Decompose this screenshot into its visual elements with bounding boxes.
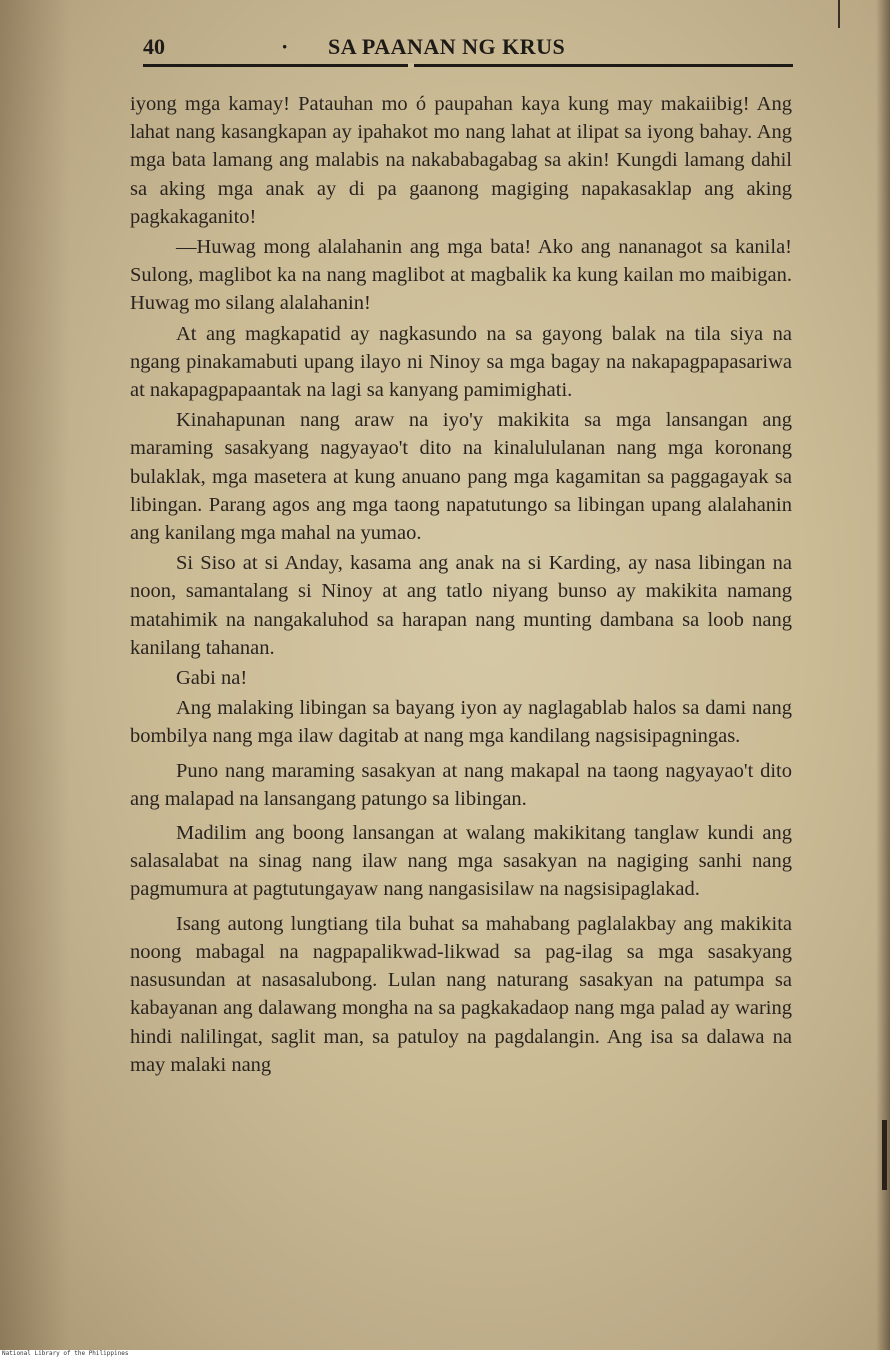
paragraph: At ang magkapatid ay nagkasundo na sa gayong balak na tila siya na ngang pinakamabuti upang ilayo ni Ninoy sa mga bagay na nakapagpapasariwa at nakapagpapaantak na lagi sa kanyang pamimighati. [130, 322, 792, 402]
paragraph: Ang malaking libingan sa bayang iyon ay naglagablab halos sa dami nang bombilya nang mga ilaw dagitab at nang mga kandilang nagsisipagningas. [130, 697, 792, 748]
page-number: 40 [143, 34, 165, 59]
paragraph: iyong mga kamay! Patauhan mo ó paupahan kaya kung may makaiibig! Ang lahat nang kasangkapan ay ipahakot mo nang lahat at ilipat sa iyong bahay. Ang mga bata lamang ang malabis na nakababagabag sa akin! Kungdi lamang dahil sa aking mga anak ay di pa gaanong magiging napakasaklap ang aking pagkakaganito! [130, 93, 792, 228]
header-rule-gap [408, 63, 414, 68]
running-title: SA PAANAN NG KRUS [328, 34, 566, 59]
paragraph: Madilim ang boong lansangan at walang makikitang tanglaw kundi ang salasalabat na sinag nang ilaw nang mga sasakyan na nagiging sanhi nang pagmumura at pagtutungayaw nang nangasisilaw na nagsisipaglakad. [130, 822, 792, 901]
paragraph: Isang autong lungtiang tila buhat sa mahabang paglalakbay ang makikita noong mabagal na nagpapalikwad-likwad sa pag-ilag sa mga sasakyang nasusundan at nasasalubong. Lulan nang naturang sasakyan na patumpa sa kabayanan ang dalawang mongha na sa pagkakadaop nang mga palad ay waring hindi nalilingat, saglit man, sa patuloy na pagdalangin. Ang isa sa dalawa na may malaki nang [130, 912, 792, 1076]
header-separator: · [281, 34, 289, 59]
paragraph: Gabi na! [176, 667, 248, 690]
running-head [143, 34, 793, 64]
edge-mark [882, 1120, 887, 1190]
paragraph: —Huwag mong alalahanin ang mga bata! Ako ang nananagot sa kanila! Sulong, maglibot ka na nang maglibot at magbalik ka kung kailan mo maibigan. Huwag mo silang alalahanin! [130, 236, 792, 315]
paragraph: Si Siso at si Anday, kasama ang anak na si Karding, ay nasa libingan na noon, samantalang si Ninoy at ang tatlo niyang bunso ay makikita namang matahimik na nangakaluhod sa harapan nang munting dambana sa loob nang kanilang tahanan. [130, 552, 792, 659]
paragraph: Puno nang maraming sasakyan at nang makapal na taong nagyayao't dito ang malapad na lansangang patungo sa libingan. [130, 759, 792, 810]
paragraph: Kinahapunan nang araw na iyo'y makikita sa mga lansangan ang maraming sasakyang nagyayao't dito na kinalululanan nang mga koronang bulaklak, mga masetera at kung anuano pang mga kagamitan sa paggagayak sa libingan. Parang agos ang mga taong napatutungo sa libingan upang alalahanin ang kanilang mga mahal na yumao. [130, 409, 792, 545]
header-rule [143, 64, 793, 67]
body-text [130, 90, 792, 1081]
library-credit: National Library of the Philippines [2, 1350, 129, 1357]
binding-shadow [0, 0, 70, 1350]
top-edge-mark [838, 0, 840, 28]
